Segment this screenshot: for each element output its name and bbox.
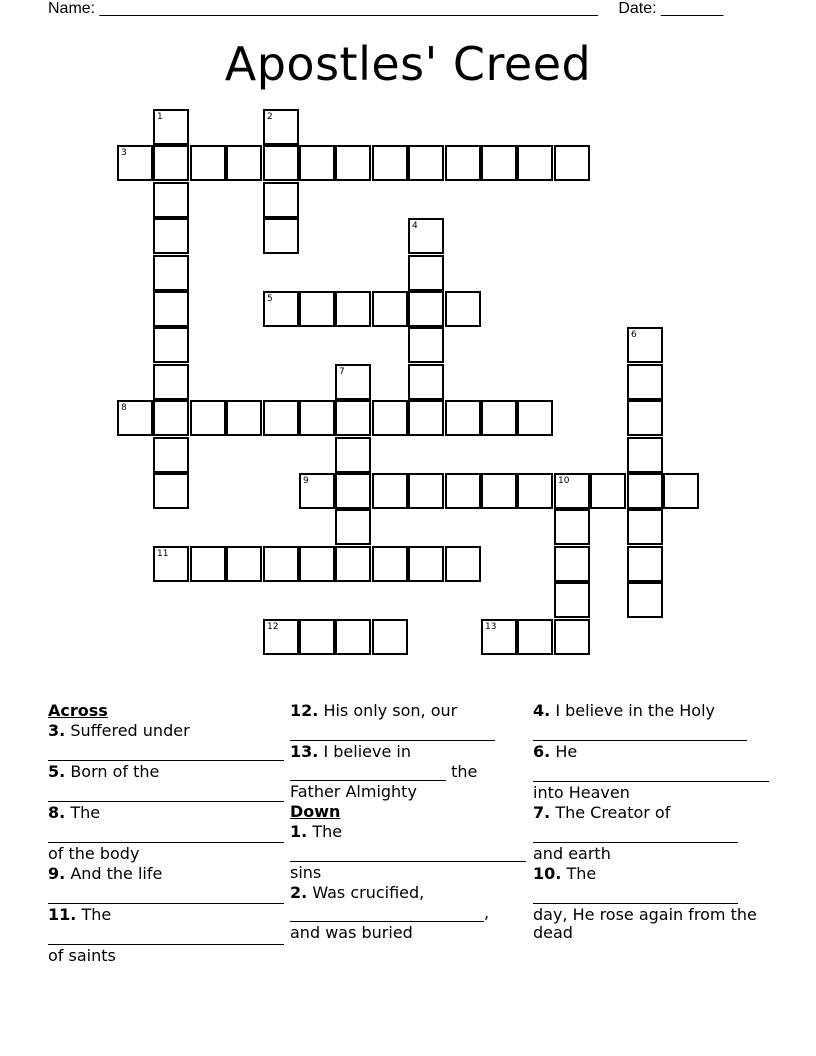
grid-cell[interactable]	[517, 145, 553, 181]
page-title: Apostles' Creed	[224, 37, 592, 91]
grid-cell[interactable]	[481, 145, 517, 181]
answer-blank[interactable]	[290, 764, 446, 781]
grid-cell[interactable]	[263, 218, 299, 254]
clue-across-11: 11. The	[48, 905, 112, 924]
answer-blank[interactable]	[48, 885, 284, 904]
clues-column-1	[48, 702, 284, 967]
clue-down-2-end: and was buried	[290, 923, 413, 942]
grid-cell[interactable]	[408, 145, 444, 181]
name-field-label[interactable]: Name: ________________________________________________________	[48, 0, 598, 17]
grid-cell[interactable]	[263, 109, 299, 145]
grid-cell[interactable]	[372, 473, 408, 509]
grid-cell[interactable]	[263, 546, 299, 582]
down-heading: Down	[290, 802, 341, 821]
grid-cell[interactable]	[335, 619, 371, 655]
grid-cell[interactable]	[445, 400, 481, 436]
cell-number: 12	[267, 622, 279, 632]
answer-blank[interactable]	[533, 763, 769, 782]
clue-down-2-cont: ,	[290, 904, 526, 922]
grid-cell[interactable]	[153, 546, 189, 582]
grid-cell[interactable]	[226, 400, 262, 436]
grid-cell[interactable]	[263, 182, 299, 218]
grid-cell[interactable]	[299, 473, 335, 509]
clue-across-5: 5. Born of the	[48, 762, 160, 781]
clue-down-1: 1. The	[290, 822, 343, 841]
grid-cell[interactable]	[299, 619, 335, 655]
grid-cell[interactable]	[408, 364, 444, 400]
grid-cell[interactable]	[263, 291, 299, 327]
grid-cell[interactable]	[627, 473, 663, 509]
grid-cell[interactable]	[408, 400, 444, 436]
cell-number: 9	[303, 476, 309, 486]
grid-cell[interactable]	[372, 291, 408, 327]
grid-cell[interactable]	[408, 327, 444, 363]
grid-cell[interactable]	[335, 473, 371, 509]
cell-number: 8	[121, 403, 127, 413]
grid-cell[interactable]	[445, 473, 481, 509]
grid-cell[interactable]	[190, 400, 226, 436]
grid-cell[interactable]	[627, 400, 663, 436]
clue-across-11-cont: of saints	[48, 946, 116, 965]
clue-down-7-cont: and earth	[533, 844, 611, 863]
grid-cell[interactable]	[408, 218, 444, 254]
grid-cell[interactable]	[554, 582, 590, 618]
clue-across-13-end: Father Almighty	[290, 782, 417, 801]
answer-blank[interactable]	[533, 722, 747, 741]
grid-cell[interactable]	[263, 145, 299, 181]
grid-cell[interactable]	[554, 473, 590, 509]
grid-cell[interactable]	[299, 400, 335, 436]
answer-blank[interactable]	[290, 843, 526, 862]
grid-cell[interactable]	[481, 473, 517, 509]
answer-blank[interactable]	[533, 885, 738, 904]
cell-number: 13	[485, 622, 497, 632]
clue-across-13-cont: the	[290, 763, 526, 781]
clue-down-10: 10. The	[533, 864, 597, 883]
grid-cell[interactable]	[153, 291, 189, 327]
clue-down-6-cont: into Heaven	[533, 783, 630, 802]
grid-cell[interactable]	[153, 437, 189, 473]
grid-cell[interactable]	[554, 509, 590, 545]
answer-blank[interactable]	[48, 824, 284, 843]
clue-down-6: 6. He	[533, 742, 578, 761]
answer-blank[interactable]	[48, 783, 284, 802]
grid-cell[interactable]	[590, 473, 626, 509]
clue-down-7: 7. The Creator of	[533, 803, 671, 822]
clue-across-3: 3. Suffered under	[48, 721, 190, 740]
clue-across-8: 8. The	[48, 803, 101, 822]
grid-cell[interactable]	[335, 400, 371, 436]
cell-number: 5	[267, 294, 273, 304]
grid-cell[interactable]	[372, 400, 408, 436]
grid-cell[interactable]	[627, 364, 663, 400]
grid-cell[interactable]	[117, 400, 153, 436]
cell-number: 3	[121, 148, 127, 158]
grid-cell[interactable]	[554, 619, 590, 655]
grid-cell[interactable]	[408, 546, 444, 582]
cell-number: 4	[412, 221, 418, 231]
grid-cell[interactable]	[335, 291, 371, 327]
grid-cell[interactable]	[153, 145, 189, 181]
grid-cell[interactable]	[445, 546, 481, 582]
clue-down-1-cont: sins	[290, 863, 322, 882]
grid-cell[interactable]	[299, 145, 335, 181]
grid-cell[interactable]	[627, 437, 663, 473]
grid-cell[interactable]	[226, 145, 262, 181]
grid-cell[interactable]	[153, 473, 189, 509]
cell-number: 2	[267, 112, 273, 122]
grid-cell[interactable]	[153, 109, 189, 145]
clue-across-9: 9. And the life	[48, 864, 163, 883]
answer-blank[interactable]	[290, 905, 484, 922]
cell-number: 1	[157, 112, 163, 122]
grid-cell[interactable]	[153, 400, 189, 436]
cell-number: 11	[157, 549, 169, 559]
grid-cell[interactable]	[263, 619, 299, 655]
clue-down-4: 4. I believe in the Holy	[533, 701, 715, 720]
answer-blank[interactable]	[290, 722, 495, 741]
grid-cell[interactable]	[153, 218, 189, 254]
clues-column-3	[533, 702, 769, 944]
clue-across-13: 13. I believe in	[290, 742, 411, 761]
clue-across-12: 12. His only son, our	[290, 701, 458, 720]
clue-down-10-cont: day, He rose again from the dead	[533, 905, 757, 942]
grid-cell[interactable]	[263, 400, 299, 436]
grid-cell[interactable]	[299, 546, 335, 582]
grid-cell[interactable]	[190, 546, 226, 582]
grid-cell[interactable]	[372, 619, 408, 655]
grid-cell[interactable]	[627, 546, 663, 582]
grid-cell[interactable]	[517, 473, 553, 509]
grid-cell[interactable]	[372, 546, 408, 582]
grid-cell[interactable]	[372, 145, 408, 181]
grid-cell[interactable]	[335, 509, 371, 545]
grid-cell[interactable]	[445, 145, 481, 181]
grid-cell[interactable]	[335, 546, 371, 582]
grid-cell[interactable]	[335, 364, 371, 400]
grid-cell[interactable]	[663, 473, 699, 509]
grid-cell[interactable]	[408, 473, 444, 509]
cell-number: 6	[631, 330, 637, 340]
grid-cell[interactable]	[445, 291, 481, 327]
grid-cell[interactable]	[299, 291, 335, 327]
grid-cell[interactable]	[226, 546, 262, 582]
grid-cell[interactable]	[554, 546, 590, 582]
cell-number: 7	[339, 367, 345, 377]
grid-cell[interactable]	[190, 145, 226, 181]
clues-column-2	[290, 702, 526, 944]
grid-cell[interactable]	[627, 582, 663, 618]
grid-cell[interactable]	[481, 619, 517, 655]
grid-cell[interactable]	[627, 327, 663, 363]
grid-cell[interactable]	[335, 437, 371, 473]
grid-cell[interactable]	[335, 145, 371, 181]
grid-cell[interactable]	[153, 255, 189, 291]
grid-cell[interactable]	[554, 145, 590, 181]
grid-cell[interactable]	[408, 255, 444, 291]
answer-blank[interactable]	[533, 824, 738, 843]
cell-number: 10	[558, 476, 570, 486]
grid-cell[interactable]	[517, 400, 553, 436]
grid-cell[interactable]	[153, 364, 189, 400]
grid-cell[interactable]	[153, 182, 189, 218]
answer-blank[interactable]	[48, 742, 284, 761]
grid-cell[interactable]	[481, 400, 517, 436]
across-heading: Across	[48, 701, 108, 720]
clue-across-8-cont: of the body	[48, 844, 140, 863]
grid-cell[interactable]	[627, 509, 663, 545]
grid-cell[interactable]	[117, 145, 153, 181]
grid-cell[interactable]	[408, 291, 444, 327]
grid-cell[interactable]	[517, 619, 553, 655]
clue-down-2: 2. Was crucified,	[290, 883, 425, 902]
grid-cell[interactable]	[153, 327, 189, 363]
date-field-label[interactable]: Date: _______	[618, 0, 724, 17]
answer-blank[interactable]	[48, 926, 284, 945]
